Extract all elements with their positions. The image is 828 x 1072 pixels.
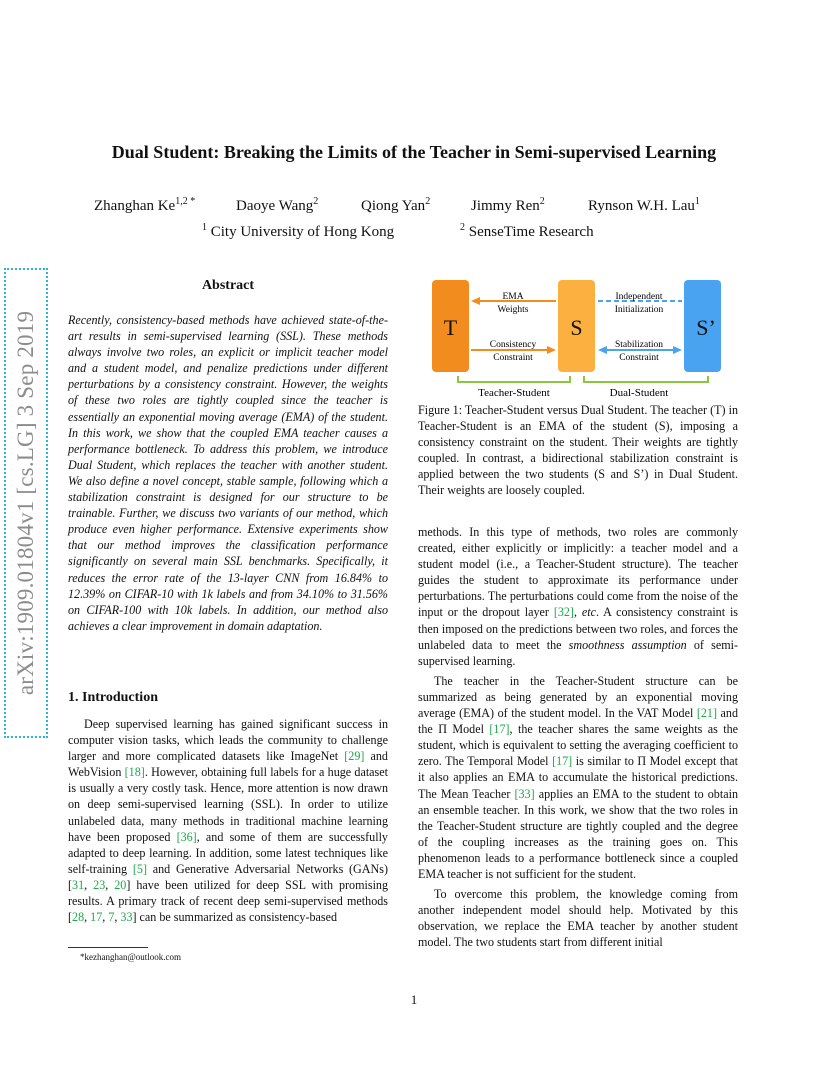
citation-link[interactable]: [33]	[514, 786, 535, 801]
abstract-heading: Abstract	[201, 278, 255, 293]
student2-label: S’	[696, 315, 716, 340]
citation-link[interactable]: [17]	[552, 754, 573, 769]
consistency-arrowhead	[547, 346, 556, 354]
citation-link[interactable]: [21]	[696, 706, 717, 721]
citation-link[interactable]: [17]	[489, 722, 510, 737]
author-3: Qiong Yan$^2$	[361, 196, 431, 214]
citation-link[interactable]: 31	[72, 877, 85, 892]
ema-label-2: Weights	[497, 305, 529, 315]
ema-label-1: EMA	[502, 292, 524, 302]
affiliation-1: $^1$ City University of Hong Kong	[202, 222, 395, 240]
citation-link[interactable]: [29]	[344, 749, 365, 764]
independent-label-1: Independent	[615, 292, 663, 302]
teacher-label: T	[443, 315, 458, 340]
intro-paragraph: Deep supervised learning has gained significant success in computer vision tasks, which leads the community to challenge larger and more complicated datasets like ImageNet [29] and WebVision [18]. However, obtaining full labels for a huge dataset is usually a very costly task. Hence, more attention is now drawn on deep semi-supervised learning (SSL). In order to utilize unlabeled data, many methods in traditional machine learning have been proposed [36], and some of them are successfully adapted to deep learning. In addition, some latest techniques like self-training [5] and Generative Adversarial Networks (GANs) [31, 23, 20] have been utilized for deep SSL with promising results. A primary track of recent deep semi-supervised methods [28, 17, 7, 33] can be summarized as consistency-based	[68, 717, 389, 925]
arxiv-stamp	[4, 268, 48, 738]
intro-heading: 1. Introduction	[68, 690, 158, 705]
stabilization-arrowhead-right	[673, 346, 682, 354]
right-paragraph-2: The teacher in the Teacher-Student structure can be summarized as being generated by an exponential moving average (EMA) of the student model. In the VAT Model [21] and the Π Model [17], the teacher shares the same weights as the student, which is equivalent to setting the averaging coefficient to zero. The Temporal Model [17] is similar to Π Model except that it also applies an EMA to accumulate the historical predictions. The Mean Teacher [33] applies an EMA to the student to obtain an ensemble teacher. In this work, we show that the two roles in the Teacher-Student structure are tightly coupled and the degree of the coupling increases as the training goes on. This phenomenon leads to a performance bottleneck since a coupled EMA teacher is not sufficient for the student.	[418, 673, 738, 881]
dual-student-group-label: Dual-Student	[609, 387, 669, 399]
stabilization-label-1: Stabilization	[614, 340, 664, 350]
teacher-student-group-label: Teacher-Student	[478, 387, 550, 399]
paper-title: Dual Student: Breaking the Limits of the Teacher in Semi-supervised Learning	[111, 142, 717, 162]
stabilization-label-2: Constraint	[619, 353, 659, 363]
right-column-text	[418, 524, 738, 950]
teacher-student-bracket	[458, 376, 570, 382]
student-label: S	[570, 315, 583, 340]
citation-link[interactable]: 20	[114, 877, 127, 892]
right-paragraph-3: To overcome this problem, the knowledge coming from another independent model should help. Motivated by this observation, we replace the EMA teacher by another student model. The two students start from different initial	[418, 887, 738, 950]
page-number: 1	[410, 992, 418, 1007]
author-5: Rynson W.H. Lau$^1$	[588, 196, 700, 214]
footnote: *kezhanghan@outlook.com	[80, 952, 182, 962]
right-paragraph-1: methods. In this type of methods, two roles are commonly created, either explicitly or implicitly: a teacher model and a student model (i.e., a Teacher-Student structure). The teacher guides the student to approximate its performance under perturbations. The perturbations could come from the noise of the input or the dropout layer [32], etc. A consistency constraint is then imposed on the predictions between two roles, and forces the unlabeled data to meet the smoothness assumption of semi-supervised learning.	[418, 525, 739, 668]
affiliation-2: $^2$ SenseTime Research	[460, 222, 594, 240]
consistency-label-2: Constraint	[493, 353, 533, 363]
citation-link[interactable]: [18]	[124, 765, 145, 780]
citation-link[interactable]: [5]	[132, 861, 147, 876]
figure-1-diagram	[418, 270, 738, 400]
footnote-rule	[68, 947, 148, 948]
ema-arrowhead	[471, 297, 480, 305]
citation-link[interactable]: 7	[108, 910, 115, 925]
arxiv-stamp-text: arXiv:1909.01804v1 [cs.LG] 3 Sep 2019	[13, 310, 38, 696]
citation-link[interactable]: [36]	[176, 829, 197, 844]
dual-student-bracket	[584, 376, 708, 382]
author-1: Zhanghan $Ke^{1,2 *}$	[94, 196, 196, 214]
citation-link[interactable]: 33	[120, 910, 133, 925]
citation-link[interactable]: 23	[93, 877, 106, 892]
citation-link[interactable]: 28	[72, 910, 85, 925]
abstract-text: Recently, consistency-based methods have achieved state-of-the-art results in semi-supervised learning (SSL). These methods always involve two roles, an explicit or implicit teacher model and a student model, and penalize predictions under different perturbations by a consistency constraint. However, the weights of these two roles are tightly coupled since the teacher is essentially an exponential moving average (EMA) of the student. In this work, we show that the coupled EMA teacher causes a performance bottleneck. To address this problem, we introduce Dual Student, which replaces the teacher with another student. We also define a novel concept, stable sample, following which a stabilization constraint is designed for our structure to be trainable. Further, we discuss two variants of our method, which produce even higher performance. Extensive experiments show that our method improves the classification performance significantly on several main SSL benchmarks. Specifically, it reduces the error rate of the 13-layer CNN from 16.84% to 12.39% on CIFAR-10 with 1k labels and from 34.10% to 31.56% on CIFAR-100 with 10k labels. In addition, our method also achieves a clear improvement in domain adaptation.	[68, 313, 388, 633]
citation-link[interactable]: 17	[90, 910, 103, 925]
consistency-label-1: Consistency	[489, 340, 537, 350]
figure-1-caption: Figure 1: Teacher-Student versus Dual Student. The teacher (T) in Teacher-Student is an EMA of the student (S), imposing a consistency constraint on the student. Their weights are tightly coupled. In contrast, a bidirectional stabilization constraint is applied between the two students (S and S’) in Dual Student. Their weights are loosely coupled.	[418, 403, 738, 498]
author-2: Daoye Wang$^2$	[236, 196, 319, 214]
stabilization-arrowhead-left	[598, 346, 607, 354]
independent-label-2: Initialization	[614, 305, 664, 315]
citation-link[interactable]: [32]	[553, 605, 574, 620]
author-4: Jimmy Ren$^2$	[471, 196, 545, 214]
